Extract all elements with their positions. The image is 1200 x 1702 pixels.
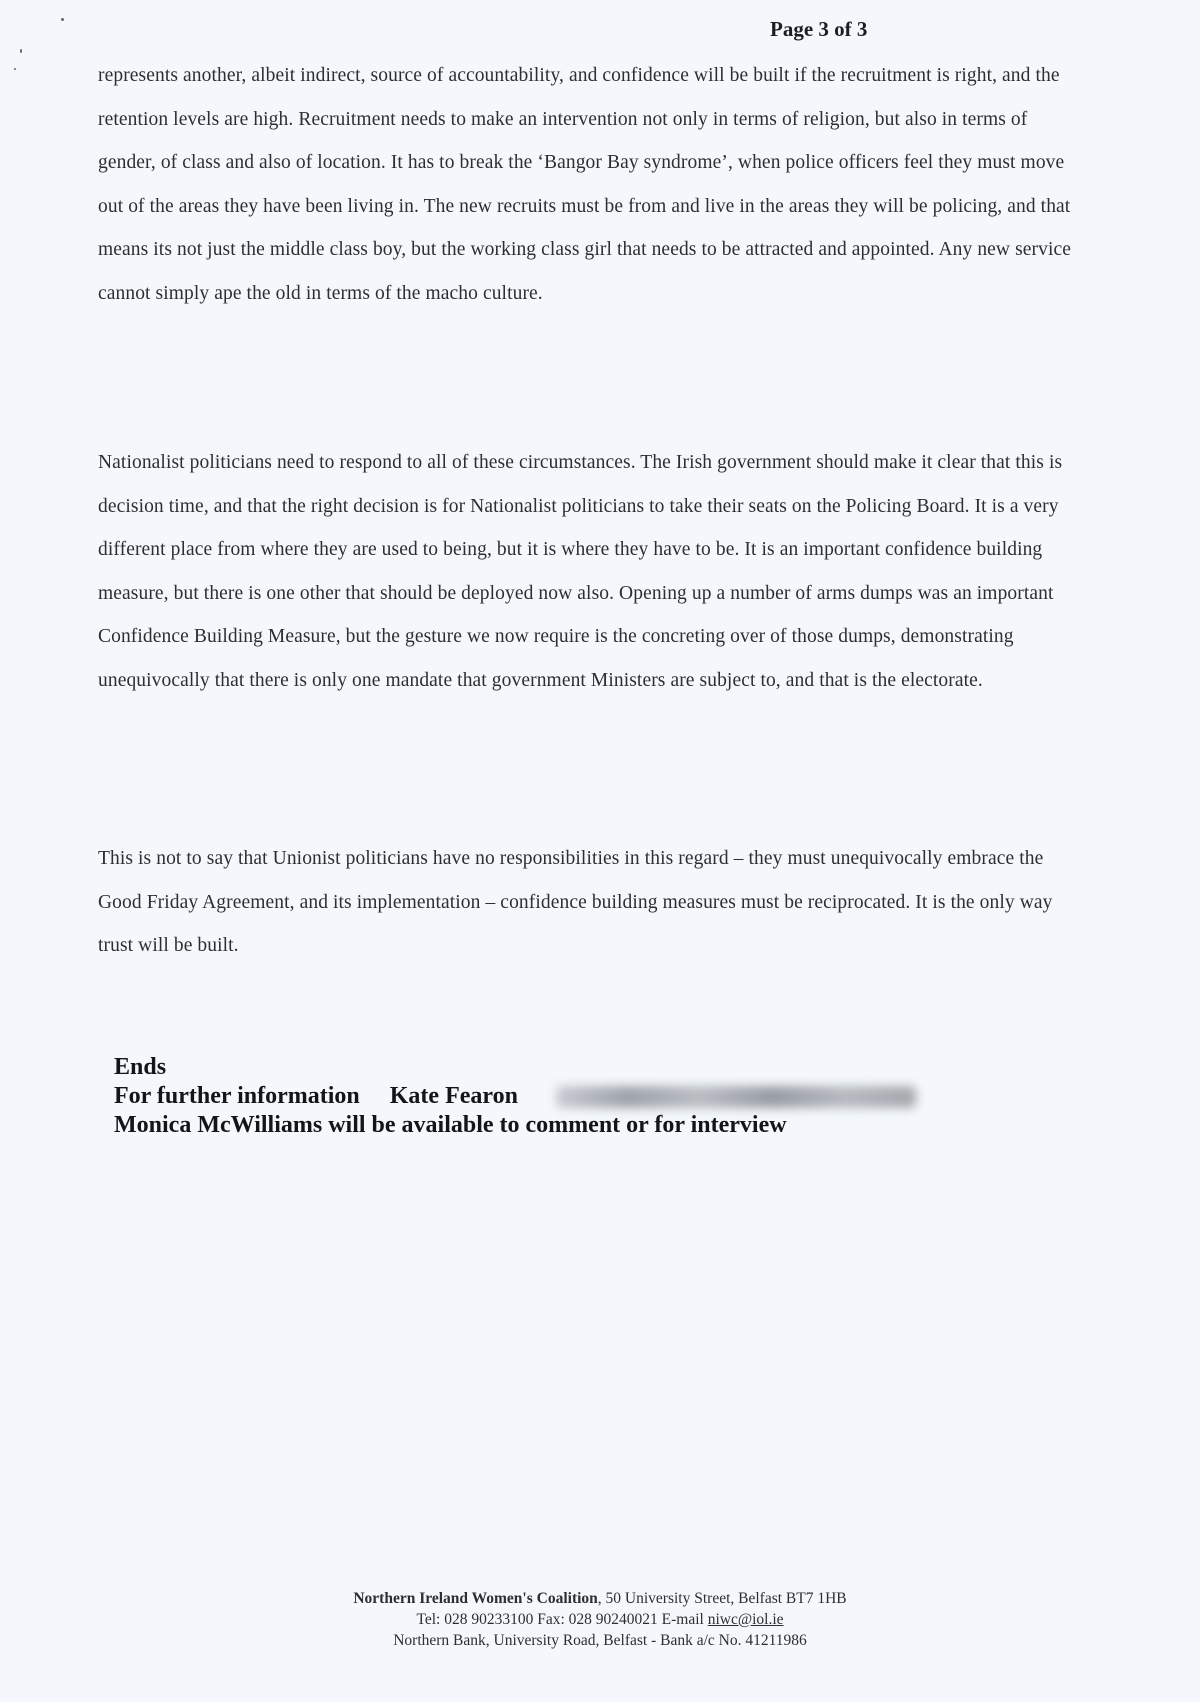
footer-email-link[interactable]: niwc@iol.ie [707, 1611, 784, 1628]
further-information-label: For further information [114, 1083, 360, 1109]
redacted-phone-number [556, 1086, 916, 1108]
footer-contact-line [0, 1609, 1200, 1630]
paragraph-text: This is not to say that Unionist politicians have no responsibilities in this regard – they must unequivocally embrace the Good Friday Agreement, and its implementation – confidence building measures must be reciprocated. It is the only way trust will be built. [98, 848, 1053, 957]
footer-bank-line: Northern Bank, University Road, Belfast - Bank a/c No. 41211986 [393, 1632, 807, 1649]
organisation-name: Northern Ireland Women's Coalition [353, 1590, 598, 1607]
body-paragraph [98, 441, 1078, 703]
paragraph-text: Nationalist politicians need to respond to all of these circumstances. The Irish government should make it clear that this is decision time, and that the right decision is for Nationalist politicians to take their seats on the Policing Board. It is a very different place from where they are used to being, but it is where they have to be. It is an important confidence building measure, but there is one other that should be deployed now also. Opening up a number of arms dumps was an important Confidence Building Measure, but the gesture we now require is the concreting over of those dumps, demonstrating unequivocally that there is only one mandate that government Ministers are subject to, and that is the electorate. [98, 452, 1063, 691]
organisation-address: , 50 University Street, Belfast BT7 1HB [597, 1590, 847, 1607]
contact-name: Kate Fearon [389, 1083, 518, 1109]
availability-line: Monica McWilliams will be available to comment or for interview [114, 1112, 787, 1138]
paragraph-text: represents another, albeit indirect, source of accountability, and confidence will be built if the recruitment is right, and the retention levels are high. Recruitment needs to make an intervention not only in terms of religion, but also in terms of gender, of class and also of location. It has to break the ‘Bangor Bay syndrome’, when police officers feel they must move out of the areas they have been living in. The new recruits must be from and live in the areas they will be policing, and that means its not just the middle class boy, but the working class girl that needs to be attracted and appointed. Any new service cannot simply ape the old in terms of the macho culture. [98, 65, 1072, 304]
footer-phone-fax: Tel: 028 90233100 Fax: 028 90240021 E-mail [416, 1611, 708, 1628]
footer-address-line [0, 1588, 1200, 1609]
press-contact-block [114, 1053, 916, 1140]
body-paragraph [98, 837, 1078, 968]
letterhead-footer [0, 1588, 1200, 1651]
scan-speck [61, 18, 64, 21]
ends-marker: Ends [114, 1054, 167, 1080]
body-paragraph [98, 54, 1078, 316]
further-information-line [114, 1082, 916, 1111]
page-number: Page 3 of 3 [770, 17, 868, 41]
scan-speck [20, 49, 22, 53]
scan-speck [14, 68, 16, 70]
